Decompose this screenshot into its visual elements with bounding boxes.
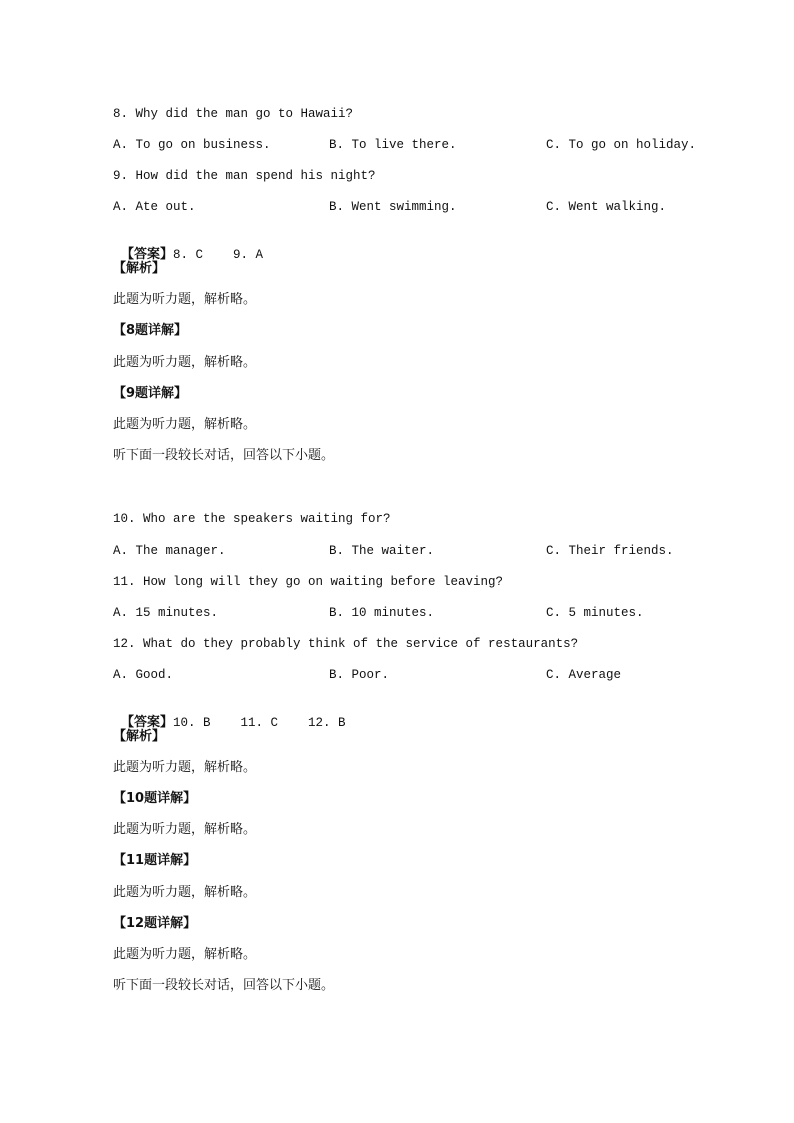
detail-12-text: 此题为听力题，解析略。 (113, 947, 257, 962)
option-b: B. To live there. (329, 138, 457, 152)
analysis-label: 【解析】 (113, 729, 166, 744)
analysis-text: 此题为听力题，解析略。 (113, 760, 257, 775)
option-c: C. To go on holiday. (546, 138, 697, 152)
detail-9-text: 此题为听力题，解析略。 (113, 417, 257, 432)
detail-12-label: 【12题详解】 (113, 916, 197, 931)
answer-label: 【答案】 (120, 715, 173, 730)
option-b: B. Poor. (329, 668, 390, 682)
answer-line-1 (113, 230, 263, 263)
question-12-options (113, 667, 713, 683)
answer-text: 8. C 9. A (172, 248, 263, 262)
option-c: C. Average (546, 668, 622, 682)
next-dialogue-prompt: 听下面一段较长对话，回答以下小题。 (113, 448, 335, 463)
detail-8-label: 【8题详解】 (113, 323, 188, 338)
detail-10-text: 此题为听力题，解析略。 (113, 822, 257, 837)
analysis-label: 【解析】 (113, 261, 166, 276)
option-c: C. Their friends. (546, 544, 674, 558)
detail-9-label: 【9题详解】 (113, 386, 188, 401)
question-11-options (113, 605, 713, 621)
answer-text: 10. B 11. C 12. B (172, 716, 346, 730)
question-8: 8. Why did the man go to Hawaii? (113, 107, 354, 121)
next-dialogue-prompt: 听下面一段较长对话，回答以下小题。 (113, 978, 335, 993)
question-9-options (113, 199, 713, 215)
answer-line-2 (113, 698, 346, 731)
detail-10-label: 【10题详解】 (113, 791, 197, 806)
option-b: B. Went swimming. (329, 200, 457, 214)
detail-11-text: 此题为听力题，解析略。 (113, 885, 257, 900)
option-c: C. Went walking. (546, 200, 667, 214)
answer-label: 【答案】 (120, 247, 173, 262)
option-a: A. The manager. (113, 544, 226, 558)
question-11: 11. How long will they go on waiting before leaving? (113, 575, 504, 589)
option-c: C. 5 minutes. (546, 606, 644, 620)
option-a: A. To go on business. (113, 138, 271, 152)
question-10: 10. Who are the speakers waiting for? (113, 512, 391, 526)
detail-8-text: 此题为听力题，解析略。 (113, 355, 257, 370)
analysis-text: 此题为听力题，解析略。 (113, 292, 257, 307)
detail-11-label: 【11题详解】 (113, 853, 197, 868)
option-b: B. The waiter. (329, 544, 435, 558)
question-8-options (113, 137, 713, 153)
question-10-options (113, 543, 713, 559)
question-12: 12. What do they probably think of the service of restaurants? (113, 637, 579, 651)
option-b: B. 10 minutes. (329, 606, 435, 620)
option-a: A. Good. (113, 668, 174, 682)
option-a: A. Ate out. (113, 200, 196, 214)
question-9: 9. How did the man spend his night? (113, 169, 376, 183)
option-a: A. 15 minutes. (113, 606, 219, 620)
